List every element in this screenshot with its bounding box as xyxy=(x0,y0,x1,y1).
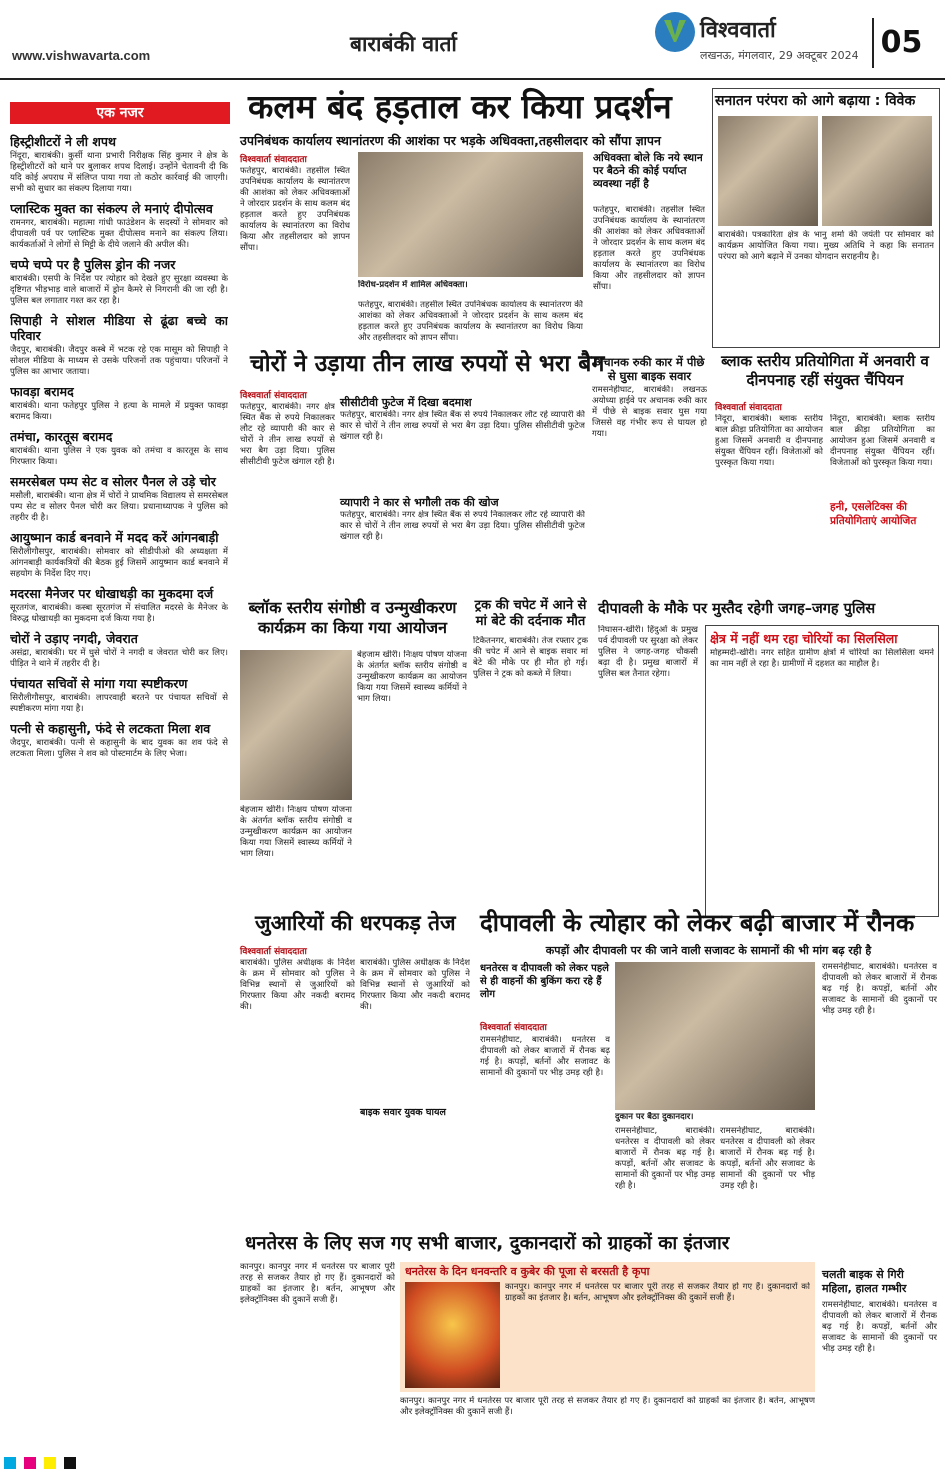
raunak-text-5: रामसनेहीघाट, बाराबंकी। धनतेरस व दीपावली को लेकर बाजारों में रौनक बढ़ गई है। कपड़ों, बर्तनों और सजावट के सामानों की दुकानों पर भीड़ उमड़ रही है। xyxy=(822,1300,937,1354)
dateline: लखनऊ, मंगलवार, 29 अक्टूबर 2024 xyxy=(700,49,859,62)
dhanteras-banner: धनतेरस के दिन धनवन्तरि व कुबेर की पूजा से बरसती है कृपा xyxy=(405,1265,650,1278)
lead-text-3: फतेहपुर, बाराबंकी। तहसील स्थित उपनिबंधक कार्यालय के स्थानांतरण की आशंका को लेकर अधिवक्ताओं ने जोरदार प्रदर्शन के साथ कलम बंद हड़ताल करते हुए उपनिबंधक कार्यालय के स्थानांतरण का विरोध किया और तहसीलदार को ज्ञापन सौंपा। xyxy=(358,300,583,343)
block-sports-byline: विश्ववार्ता संवाददाता xyxy=(715,403,782,413)
news-brief: समरसेबल पम्प सेट व सोलर पैनल ले उड़े चोर मसौली, बाराबंकी। थाना क्षेत्र में चोरों ने प्राथमिक विद्यालय से समरसेबल पम्प सेट व सोलर पैनल चोरी कर लिया। प्रधानाध्यापक ने पुलिस को तहरीर दी है। xyxy=(10,474,228,523)
news-brief: फावड़ा बरामद बाराबंकी। थाना फतेहपुर पुलिस ने हत्या के मामले में प्रयुक्त फावड़ा बरामद किया। xyxy=(10,384,228,422)
news-brief: आयुष्मान कार्ड बनवाने में मदद करें आंगनबाड़ी सिरौलीगौसपुर, बाराबंकी। सोमवार को सीडीपीओ की अध्यक्षता में आंगनबाड़ी कार्यकत्रियों की बैठक हुई जिसमें आयुष्मान कार्ड बनवाने में सहयोग के निर्देश दिए गए। xyxy=(10,530,228,579)
juari-headline: जुआरियों की धरपकड़ तेज xyxy=(255,911,456,935)
truck-text: टिकैतनगर, बाराबंकी। तेज रफ्तार ट्रक की चपेट में आने से बाइक सवार मां बेटे की मौके पर ही मौत हो गई। पुलिस ने ट्रक को कब्जे में लिया। xyxy=(473,636,588,679)
chor-text: फतेहपुर, बाराबंकी। नगर क्षेत्र स्थित बैंक से रुपये निकालकर लौट रहे व्यापारी की कार से चोरों ने तीन लाख रुपयों से भरा बैग उड़ा दिया। पुलिस सीसीटीवी फुटेज खंगाल रही है। xyxy=(240,402,335,467)
chori-headline: क्षेत्र में नहीं थम रहा चोरियों का सिलसिला xyxy=(710,631,898,646)
lead-quote: अधिवक्ता बोले कि नये स्थान पर बैठने की कोई पर्याप्त व्यवस्था नहीं है xyxy=(593,152,703,190)
lead-byline: विश्ववार्ता संवाददाता xyxy=(240,155,307,165)
sawar-headline: अचानक रुकी कार में पीछे से घुसा बाइक सवार xyxy=(594,355,705,383)
sangoshthi-text: बेहजाम खीरी। निःक्षय पोषण योजना के अंतर्गत ब्लॉक स्तरीय संगोष्ठी व उन्मुखीकरण कार्यक्रम का आयोजन किया गया जिसमें स्वास्थ्य कर्मियों ने भाग लिया। xyxy=(240,805,352,859)
raunak-caption: दुकान पर बैठा दुकानदार। xyxy=(615,1112,694,1122)
chor-sub-1: सीसीटीवी फुटेज में दिखा बदमाश xyxy=(340,396,472,409)
lead-photo xyxy=(358,152,583,277)
masthead xyxy=(0,0,945,80)
ek-nazar-bar: एक नजर xyxy=(10,102,230,124)
juari-text: बाराबंकी। पुलिस अधीक्षक के निर्देश के क्रम में सोमवार को पुलिस ने विभिन्न स्थानों से जुआरियों को गिरफ्तार किया और नकदी बरामद की। xyxy=(240,958,355,1012)
juari-text-2: बाराबंकी। पुलिस अधीक्षक के निर्देश के क्रम में सोमवार को पुलिस ने विभिन्न स्थानों से जुआरियों को गिरफ्तार किया और नकदी बरामद की। xyxy=(360,958,470,1012)
news-brief: चोरों ने उड़ाए नगदी, जेवरात असंद्रा, बाराबंकी। घर में घुसे चोरों ने नगदी व जेवरात चोरी कर लिए। पीड़ित ने थाने में तहरीर दी है। xyxy=(10,631,228,669)
news-brief: तमंचा, कारतूस बरामद बाराबंकी। थाना पुलिस ने एक युवक को तमंचा व कारतूस के साथ गिरफ्तार किया। xyxy=(10,429,228,467)
lead-headline: कलम बंद हड़ताल कर किया प्रदर्शन xyxy=(248,87,672,126)
left-news-column xyxy=(10,128,228,1448)
chor-headline: चोरों ने उड़ाया तीन लाख रुपयों से भरा बैग xyxy=(250,351,605,377)
truck-headline: ट्रक की चपेट में आने से मां बेटे की दर्दनाक मौत xyxy=(474,598,587,629)
section-title: बाराबंकी वार्ता xyxy=(350,31,457,56)
raunak-text: रामसनेहीघाट, बाराबंकी। धनतेरस व दीपावली को लेकर बाजारों में रौनक बढ़ गई है। कपड़ों, बर्तनों और सजावट के सामानों की दुकानों पर भीड़ उमड़ रही है। xyxy=(480,1035,610,1078)
chori-text: मोहम्मदी-खीरी। नगर सहित ग्रामीण क्षेत्रों में चोरियों का सिलसिला थमने का नाम नहीं ले रहा है। ग्रामीणों में दहशत का माहौल है। xyxy=(710,648,934,669)
site-url[interactable]: www.vishwavarta.com xyxy=(12,48,151,63)
dhanteras-text-2: कानपुर। कानपुर नगर में धनतेरस पर बाजार पूरी तरह से सजकर तैयार हो गए हैं। दुकानदारों को ग्राहकों का इंतजार है। बर्तन, आभूषण और इलेक्ट्रॉनिक्स की दुकानें सजी हैं। xyxy=(400,1396,815,1417)
black-swatch xyxy=(64,1457,76,1469)
block-sports-headline: ब्लाक स्तरीय प्रतियोगिता में अनवारी व दीनपनाह रहीं संयुक्त चैंपियन xyxy=(721,352,929,389)
raunak-sub: चलती बाइक से गिरी महिला, हालत गम्भीर xyxy=(822,1268,907,1295)
yellow-swatch xyxy=(44,1457,56,1469)
juari-byline: विश्ववार्ता संवाददाता xyxy=(240,947,307,957)
deepawali-police-headline: दीपावली के मौके पर मुस्तैद रहेगी जगह–जगह पुलिस xyxy=(598,601,876,617)
block-sports-text-2: निंदूरा, बाराबंकी। ब्लाक स्तरीय बाल क्रीड़ा प्रतियोगिता का आयोजन हुआ जिसमें अनवारी व दीनपनाह संयुक्त चैंपियन रहीं। विजेताओं को पुरस्कृत किया गया। xyxy=(830,414,935,468)
chor-text-2: फतेहपुर, बाराबंकी। नगर क्षेत्र स्थित बैंक से रुपये निकालकर लौट रहे व्यापारी की कार से चोरों ने तीन लाख रुपयों से भरा बैग उड़ा दिया। पुलिस सीसीटीवी फुटेज खंगाल रही है। xyxy=(340,410,585,442)
news-brief: पत्नी से कहासुनी, फंदे से लटकता मिला शव जैदपुर, बाराबंकी। पत्नी से कहासुनी के बाद युवक का शव फंदे से लटकता मिला। पुलिस ने शव को पोस्टमार्टम के लिए भेजा। xyxy=(10,721,228,759)
vivek-headline: सनातन परंपरा को आगे बढ़ाया : विवेक xyxy=(715,93,916,109)
brand-name: विश्ववार्ता xyxy=(700,18,776,43)
block-sports-sub: हनी, एसलेटिक्स की प्रतियोगिताएं आयोजित xyxy=(830,501,917,527)
lead-text: फतेहपुर, बाराबंकी। तहसील स्थित उपनिबंधक कार्यालय के स्थानांतरण की आशंका को लेकर अधिवक्ताओं ने जोरदार प्रदर्शन के साथ कलम बंद हड़ताल करते हुए उपनिबंधक कार्यालय के स्थानांतरण का विरोध किया और तहसीलदार को ज्ञापन सौंपा। xyxy=(240,166,350,253)
raunak-quote: धनतेरस व दीपावली को लेकर पहले से ही वाहनों की बुकिंग करा रहे हैं लोग xyxy=(480,963,609,1000)
news-brief: प्लास्टिक मुक्त का संकल्प ले मनाएं दीपोत्सव रामनगर, बाराबंकी। महात्मा गांधी फाउंडेशन के सदस्यों ने सोमवार को दीपावली पर्व पर प्लास्टिक मुक्त दीपोत्सव मनाने का संकल्प लिया। कार्यकर्ताओं ने लोगों से मिट्टी के दीये जलाने की अपील की। xyxy=(10,201,228,250)
chor-text-3: फतेहपुर, बाराबंकी। नगर क्षेत्र स्थित बैंक से रुपये निकालकर लौट रहे व्यापारी की कार से चोरों ने तीन लाख रुपयों से भरा बैग उड़ा दिया। पुलिस सीसीटीवी फुटेज खंगाल रही है। xyxy=(340,510,585,542)
page-number: 05 xyxy=(872,18,929,68)
raunak-text-4: रामसनेहीघाट, बाराबंकी। धनतेरस व दीपावली को लेकर बाजारों में रौनक बढ़ गई है। कपड़ों, बर्तनों और सजावट के सामानों की दुकानों पर भीड़ उमड़ रही है। xyxy=(822,962,937,1016)
news-brief: मदरसा मैनेजर पर धोखाधड़ी का मुकदमा दर्ज सूरतगंज, बाराबंकी। कस्बा सूरतगंज में संचालित मदरसे के मैनेजर के विरुद्ध धोखाधड़ी का मुकदमा दर्ज किया गया है। xyxy=(10,586,228,624)
news-brief: चप्पे चप्पे पर है पुलिस ड्रोन की नजर बाराबंकी। एसपी के निर्देश पर त्योहार को देखते हुए सुरक्षा व्यवस्था के दृष्टिगत भीड़भाड़ वाले बाजारों में ड्रोन कैमरे से निगरानी की जा रही है। पुलिस बल लगातार गश्त कर रहा है। xyxy=(10,257,228,306)
vivek-text: बाराबंकी। पत्रकारिता क्षेत्र के भानु शर्मा की जयंती पर सोमवार को कार्यक्रम आयोजित किया गया। मुख्य अतिथि ने कहा कि सनातन परंपरा को आगे बढ़ाने में उनका योगदान सराहनीय है। xyxy=(718,230,934,262)
lead-caption: विरोध-प्रदर्शन में शामिल अधिवक्ता। xyxy=(358,280,468,290)
print-color-bar xyxy=(0,1455,945,1473)
juari-sub: बाइक सवार युवक घायल xyxy=(360,1107,446,1118)
dhanwantari-image xyxy=(405,1282,500,1388)
chor-byline: विश्ववार्ता संवाददाता xyxy=(240,391,307,401)
news-brief: सिपाही ने सोशल मीडिया से ढूंढा बच्चे का परिवार जैदपुर, बाराबंकी। जैदपुर कस्बे में भटक रहे एक मासूम को सिपाही ने सोशल मीडिया के माध्यम से उसके परिजनों तक पहुंचाया। परिजनों ने पुलिस का आभार जताया। xyxy=(10,313,228,377)
dhanteras-headline: धनतेरस के लिए सज गए सभी बाजार, दुकानदारों को ग्राहकों का इंतजार xyxy=(245,1233,730,1254)
cyan-swatch xyxy=(4,1457,16,1469)
magenta-swatch xyxy=(24,1457,36,1469)
sangoshthi-text-2: बेहजाम खीरी। निःक्षय पोषण योजना के अंतर्गत ब्लॉक स्तरीय संगोष्ठी व उन्मुखीकरण कार्यक्रम का आयोजन किया गया जिसमें स्वास्थ्य कर्मियों ने भाग लिया। xyxy=(357,650,467,704)
sangoshthi-headline: ब्लॉक स्तरीय संगोष्ठी व उन्मुखीकरण कार्यक्रम का किया गया आयोजन xyxy=(248,598,457,637)
dhanteras-text: कानपुर। कानपुर नगर में धनतेरस पर बाजार पूरी तरह से सजकर तैयार हो गए हैं। दुकानदारों को ग्राहकों का इंतजार है। बर्तन, आभूषण और इलेक्ट्रॉनिक्स की दुकानें सजी हैं। xyxy=(240,1262,395,1305)
news-brief: पंचायत सचिवों से मांगा गया स्पष्टीकरण सिरौलीगौसपुर, बाराबंकी। लापरवाही बरतने पर पंचायत सचिवों से स्पष्टीकरण मांगा गया है। xyxy=(10,676,228,714)
lead-subheadline: उपनिबंधक कार्यालय स्थानांतरण की आशंका पर भड़के अधिवक्ता,तहसीलदार को सौंपा ज्ञापन xyxy=(240,133,661,148)
raunak-text-3: रामसनेहीघाट, बाराबंकी। धनतेरस व दीपावली को लेकर बाजारों में रौनक बढ़ गई है। कपड़ों, बर्तनों और सजावट के सामानों की दुकानों पर भीड़ उमड़ रही है। xyxy=(720,1126,815,1191)
raunak-photo-1 xyxy=(615,962,815,1110)
raunak-headline: दीपावली के त्योहार को लेकर बढ़ी बाजार में रौनक xyxy=(480,909,915,937)
block-sports-text: निंदूरा, बाराबंकी। ब्लाक स्तरीय बाल क्रीड़ा प्रतियोगिता का आयोजन हुआ जिसमें अनवारी व दीनपनाह संयुक्त चैंपियन रहीं। विजेताओं को पुरस्कृत किया गया। xyxy=(715,414,823,468)
raunak-text-2: रामसनेहीघाट, बाराबंकी। धनतेरस व दीपावली को लेकर बाजारों में रौनक बढ़ गई है। कपड़ों, बर्तनों और सजावट के सामानों की दुकानों पर भीड़ उमड़ रही है। xyxy=(615,1126,715,1191)
deepawali-police-text: निघासन-खीरी। हिंदुओं के प्रमुख पर्व दीपावली पर सुरक्षा को लेकर पुलिस ने जगह-जगह चौकसी बढ़ा दी है। प्रमुख बाजारों में पुलिस बल तैनात रहेगा। xyxy=(598,625,698,679)
lead-text-2: फतेहपुर, बाराबंकी। तहसील स्थित उपनिबंधक कार्यालय के स्थानांतरण की आशंका को लेकर अधिवक्ताओं ने जोरदार प्रदर्शन के साथ कलम बंद हड़ताल करते हुए उपनिबंधक कार्यालय के स्थानांतरण का विरोध किया और तहसीलदार को ज्ञापन सौंपा। xyxy=(593,205,705,292)
raunak-byline: विश्ववार्ता संवाददाता xyxy=(480,1023,547,1033)
dhanteras-feature-text: कानपुर। कानपुर नगर में धनतेरस पर बाजार पूरी तरह से सजकर तैयार हो गए हैं। दुकानदारों को ग्राहकों का इंतजार है। बर्तन, आभूषण और इलेक्ट्रॉनिक्स की दुकानें सजी हैं। xyxy=(505,1282,810,1303)
raunak-subheadline: कपड़ों और दीपावली पर की जाने वाली सजावट के सामानों की भी मांग बढ़ रही है xyxy=(545,944,872,957)
brand-logo-icon xyxy=(655,12,695,52)
vivek-photo-2 xyxy=(822,116,932,226)
sangoshthi-photo xyxy=(240,650,352,800)
news-brief: हिस्ट्रीशीटरों ने ली शपथ निंदूरा, बाराबंकी। कुर्सी थाना प्रभारी निरीक्षक सिंह कुमार ने क्षेत्र के हिस्ट्रीशीटरों को थाने पर बुलाकर शपथ दिलाई। उन्होंने चेतावनी दी कि यदि कोई अपराध में संलिप्त पाया गया तो कठोर कार्रवाई की जाएगी। सभी को सुधार का संकल्प दिलाया गया। xyxy=(10,134,228,194)
chor-sub-2: व्यापारी ने कार से भगौली तक की खोज xyxy=(340,496,499,509)
vivek-photo-1 xyxy=(718,116,818,226)
sawar-text: रामसनेहीघाट, बाराबंकी। लखनऊ अयोध्या हाईवे पर अचानक रुकी कार में पीछे से बाइक सवार घुस गया जिससे वह गंभीर रूप से घायल हो गया। xyxy=(592,385,707,439)
